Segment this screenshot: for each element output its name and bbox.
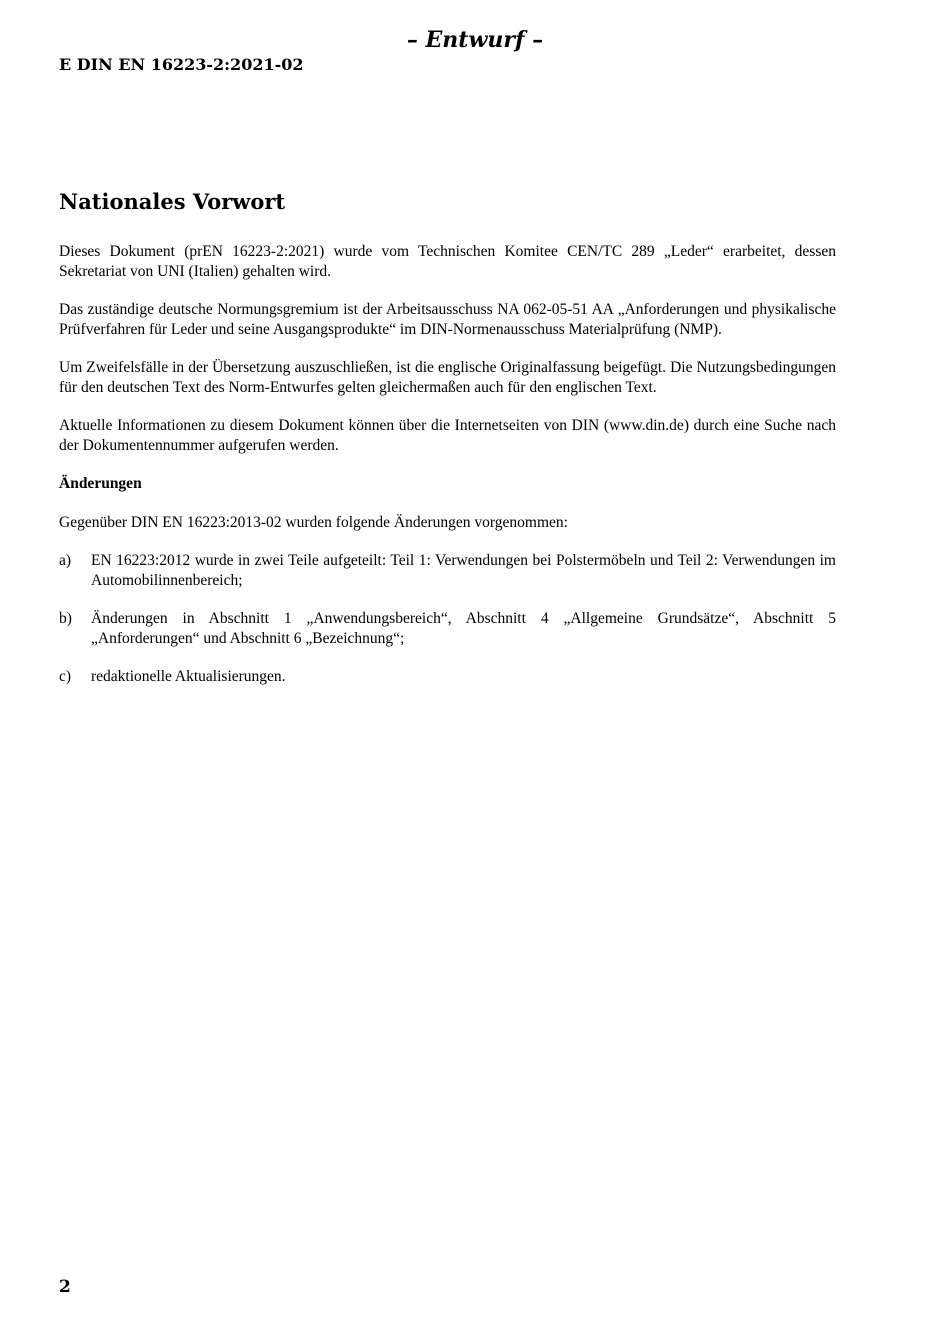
national-foreword-section <box>59 188 836 706</box>
list-item-marker: a) <box>59 552 72 569</box>
section-title: Nationales Vorwort <box>59 189 286 214</box>
paragraph-information: Aktuelle Informationen zu diesem Dokument können über die Internetseiten von DIN (www.din.de) durch eine Suche nach der Dokumentennummer aufgerufen werden. <box>59 417 836 454</box>
changes-intro: Gegenüber DIN EN 16223:2013-02 wurden folgende Änderungen vorgenommen: <box>59 513 568 531</box>
list-item <box>59 609 836 648</box>
document-id: E DIN EN 16223-2:2021-02 <box>59 55 304 74</box>
changes-list <box>59 551 836 687</box>
page-number: 2 <box>59 1277 71 1297</box>
paragraph-standards-body: Das zuständige deutsche Normungsgremium ist der Arbeitsausschuss NA 062-05-51 AA „Anforderungen und physikalische Prüfverfahren für Leder und seine Ausgangsprodukte“ im DIN-Normenausschuss Materialprüfung (NMP). <box>59 301 836 338</box>
list-item <box>59 667 836 687</box>
paragraph-translation: Um Zweifelsfälle in der Übersetzung auszuschließen, ist die englische Originalfassung beigefügt. Die Nutzungsbedingungen für den deutschen Text des Norm-Entwurfes gelten gleichermaßen auch für den englischen Text. <box>59 359 836 396</box>
list-item <box>59 551 836 590</box>
list-item-text: Änderungen in Abschnitt 1 „Anwendungsbereich“, Abschnitt 4 „Allgemeine Grundsätze“, Abschnitt 5 „Anforderungen“ und Abschnitt 6 „Bezeichnung“; <box>91 610 836 647</box>
paragraph-committee: Dieses Dokument (prEN 16223-2:2021) wurde vom Technischen Komitee CEN/TC 289 „Leder“ erarbeitet, dessen Sekretariat von UNI (Italien) gehalten wird. <box>59 243 836 280</box>
list-item-text: redaktionelle Aktualisierungen. <box>91 668 286 685</box>
list-item-marker: c) <box>59 668 72 685</box>
changes-heading: Änderungen <box>59 475 142 492</box>
draft-label: – Entwurf – <box>406 27 544 53</box>
list-item-marker: b) <box>59 610 72 627</box>
list-item-text: EN 16223:2012 wurde in zwei Teile aufgeteilt: Teil 1: Verwendungen bei Polstermöbeln und Teil 2: Verwendungen im Automobilinnenbereich; <box>91 552 836 589</box>
